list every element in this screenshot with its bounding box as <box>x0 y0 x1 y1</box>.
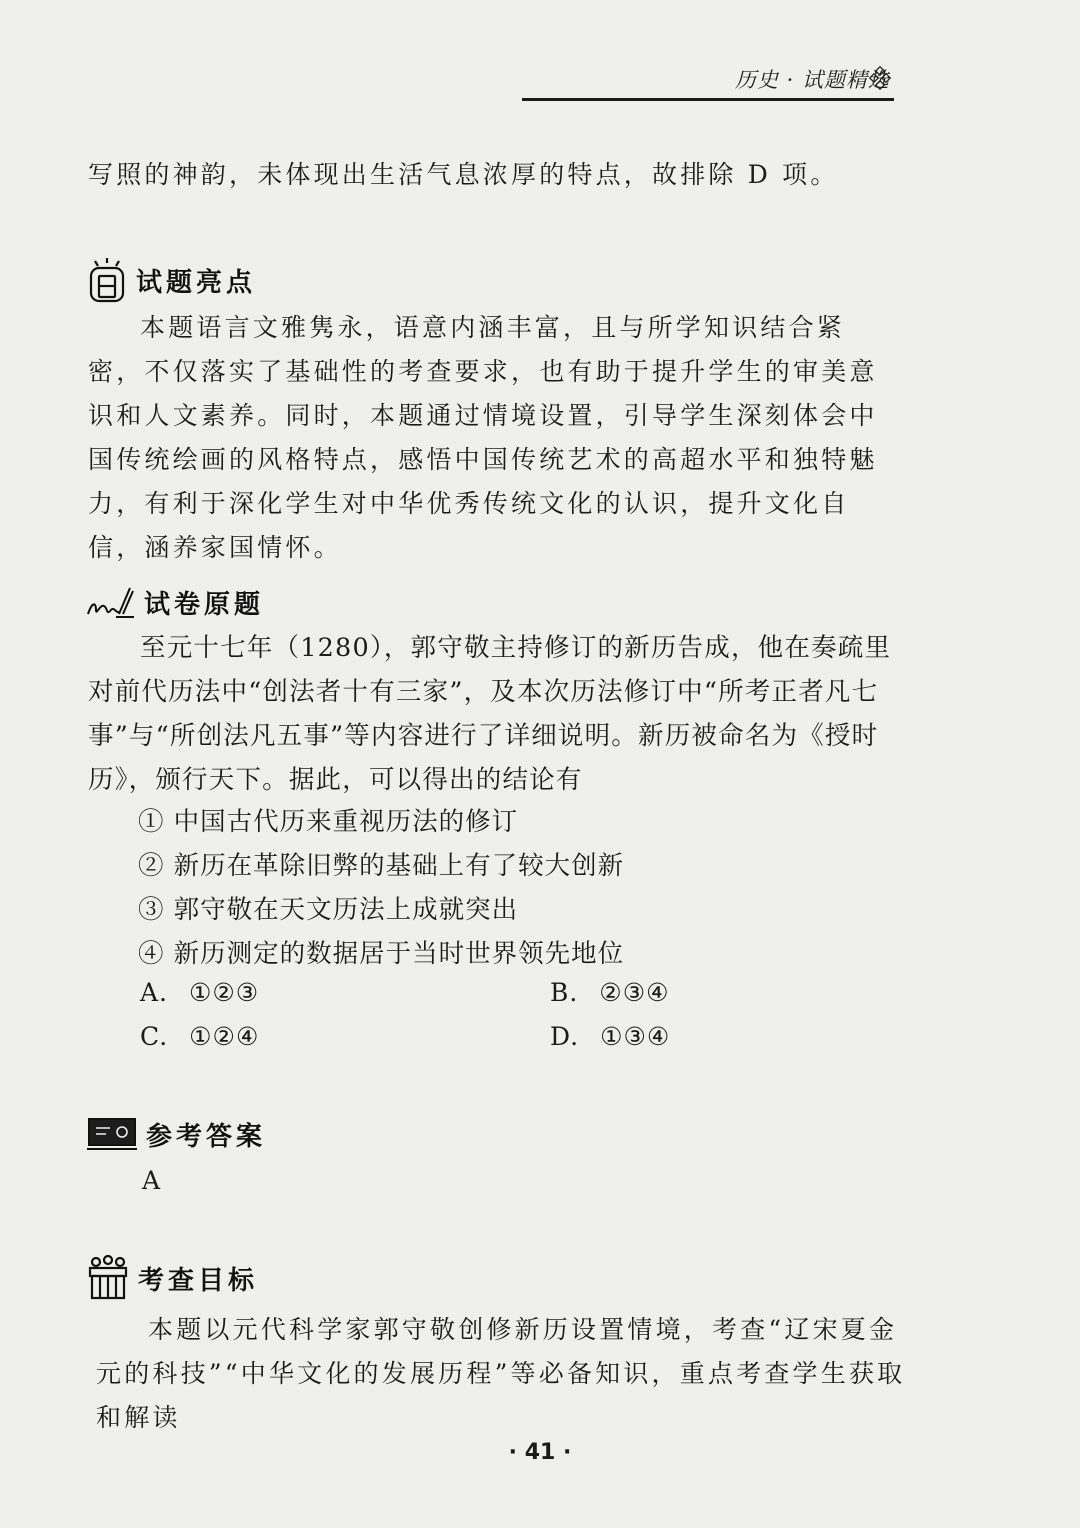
objective-paragraph: 本题以元代科学家郭守敬创修新历设置情境，考查“辽宋夏金元的科技”“中华文化的发展历程”等必备知识，重点考查学生获取和解读 <box>96 1315 906 1432</box>
statement-item: ③ 郭守敬在天文历法上成就突出 <box>138 895 519 925</box>
section-title: 考查目标 <box>138 1265 259 1296</box>
running-header-title: 历史 · 试题精选 <box>734 68 890 92</box>
section-heading-highlights <box>86 256 256 304</box>
intro-line-block <box>88 153 898 197</box>
choice-d <box>550 1022 670 1051</box>
choice-value: ①③④ <box>600 1022 671 1051</box>
statement-item: ② 新历在革除旧弊的基础上有了较大创新 <box>138 851 625 881</box>
lightbulb-icon <box>86 257 128 303</box>
choice-label: A. <box>140 978 169 1007</box>
gift-box-icon <box>86 1254 130 1302</box>
section-heading-objective <box>86 1254 258 1302</box>
choice-value: ①②③ <box>188 978 260 1007</box>
section-title: 参考答案 <box>146 1121 267 1152</box>
header-rule <box>522 98 894 101</box>
choice-a <box>140 978 259 1007</box>
section-title: 试题亮点 <box>136 267 257 298</box>
choice-label: C. <box>140 1022 169 1051</box>
intro-line: 写照的神韵，未体现出生活气息浓厚的特点，故排除 D 项。 <box>88 160 839 189</box>
highlights-paragraph: 本题语言文雅隽永，语意内涵丰富，且与所学知识结合紧密，不仅落实了基础性的考查要求，也有助于提升学生的审美意识和人文素养。同时，本题通过情境设置，引导学生深刻体会中国传统绘画的风格特点，感悟中国传统艺术的高超水平和独特魅力，有利于深化学生对中华优秀传统文化的认识，提升文化自信，涵养家国情怀。 <box>88 313 878 562</box>
choice-b <box>550 978 670 1007</box>
choice-label: D. <box>550 1022 580 1051</box>
section-heading-answer <box>86 1110 266 1158</box>
section-heading-question <box>86 578 264 626</box>
section-title: 试卷原题 <box>144 589 265 620</box>
blackboard-icon <box>86 1116 138 1152</box>
objective-paragraph-block <box>96 1308 906 1440</box>
highlights-paragraph-block <box>88 306 898 570</box>
diamond-ornament-icon <box>868 66 892 90</box>
question-stem-block <box>88 626 898 802</box>
choice-c <box>140 1022 259 1051</box>
page-number: · 41 · <box>508 1440 572 1465</box>
choice-value: ②③④ <box>599 978 670 1007</box>
question-stem: 至元十七年（1280），郭守敬主持修订的新历告成，他在奏疏里对前代历法中“创法者十有三家”，及本次历法修订中“所考正者凡七事”与“所创法凡五事”等内容进行了详细说明。新历被命名为《授时历》，颁行天下。据此，可以得出的结论有 <box>88 633 892 795</box>
handwriting-pen-icon <box>86 584 136 620</box>
answer-value: A <box>142 1166 161 1195</box>
statement-item: ① 中国古代历来重视历法的修订 <box>138 807 519 837</box>
statement-item: ④ 新历测定的数据居于当时世界领先地位 <box>138 939 625 969</box>
choice-label: B. <box>550 978 579 1007</box>
statement-list <box>138 800 838 976</box>
choice-value: ①②④ <box>189 1022 260 1051</box>
